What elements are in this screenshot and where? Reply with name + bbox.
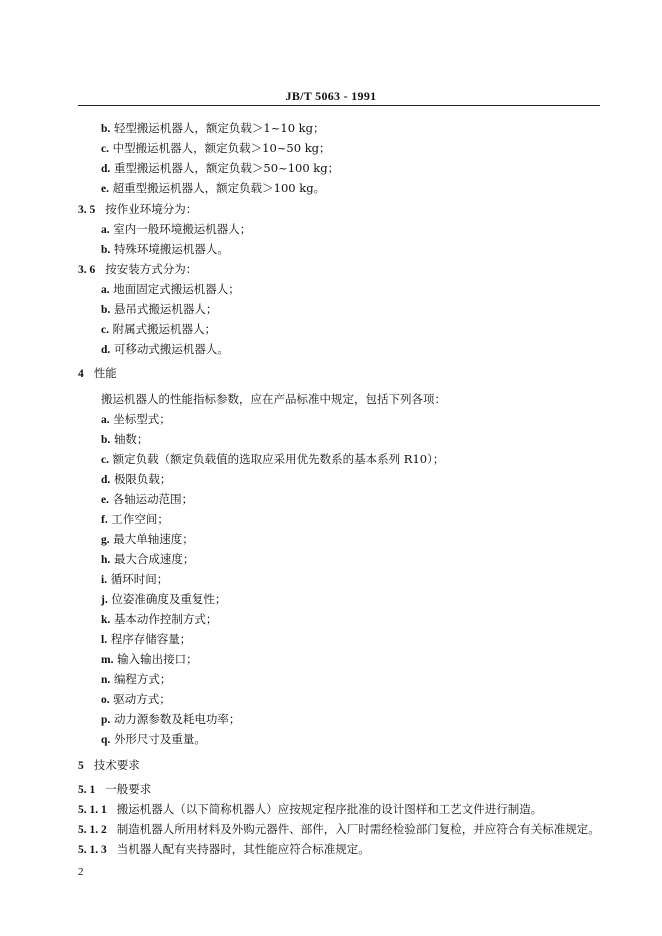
list-item: q. 外形尺寸及重量。 <box>101 732 206 746</box>
header-rule <box>78 105 600 106</box>
section-4-heading: 4 性能 <box>78 366 117 380</box>
clause-3-6: 3. 6 按安装方式分为： <box>78 262 198 276</box>
list-item: h. 最大合成速度； <box>101 552 195 566</box>
list-item: p. 动力源参数及耗电功率； <box>101 712 241 726</box>
clause-3-5: 3. 5 按作业环境分为： <box>78 202 198 216</box>
list-item: b. 悬吊式搬运机器人； <box>101 302 218 316</box>
list-item: b. 特殊环境搬运机器人。 <box>101 242 229 256</box>
list-item: l. 程序存储容量； <box>101 632 192 646</box>
list-item: k. 基本动作控制方式； <box>101 612 218 626</box>
clause-5-1-2: 5. 1. 2 制造机器人所用材料及外购元器件、部件，入厂时需经检验部门复检，并应符合有关标准规定。 <box>78 822 600 836</box>
list-item: g. 最大单轴速度； <box>101 532 194 546</box>
standard-code-header: JB/T 5063 - 1991 <box>285 89 377 103</box>
list-item: i. 循环时间； <box>101 572 169 586</box>
list-item: a. 室内一般环境搬运机器人； <box>101 222 252 236</box>
clause-5-1-3: 5. 1. 3 当机器人配有夹持器时，其性能应符合标准规定。 <box>78 842 370 856</box>
list-item: d. 极限负载； <box>101 472 172 486</box>
list-item: c. 额定负载（额定负载值的选取应采用优先数系的基本系列 R10）； <box>101 452 445 466</box>
list-item: d. 可移动式搬运机器人。 <box>101 342 229 356</box>
section-5-heading: 5 技术要求 <box>78 758 140 772</box>
list-item: a. 坐标型式； <box>101 412 171 426</box>
list-item: o. 驱动方式； <box>101 692 171 706</box>
list-item: c. 附属式搬运机器人； <box>101 322 217 336</box>
list-item: e. 超重型搬运机器人，额定负载＞100 kg。 <box>101 181 326 195</box>
clause-5-1-1: 5. 1. 1 搬运机器人（以下简称机器人）应按规定程序批准的设计图样和工艺文件进行制造。 <box>78 802 543 816</box>
list-item: f. 工作空间； <box>101 512 169 526</box>
list-item: j. 位姿准确度及重复性； <box>101 592 227 606</box>
list-item: n. 编程方式； <box>101 672 172 686</box>
page-number: 2 <box>78 866 84 878</box>
list-item: b. 轻型搬运机器人，额定负载＞1~10 kg； <box>101 121 325 135</box>
paragraph: 搬运机器人的性能指标参数，应在产品标准中规定，包括下列各项： <box>101 392 446 406</box>
list-item: m. 输入输出接口； <box>101 652 198 666</box>
list-item: d. 重型搬运机器人，额定负载＞50~100 kg； <box>101 161 340 175</box>
list-item: c. 中型搬运机器人，额定负载＞10~50 kg； <box>101 141 331 155</box>
list-item: e. 各轴运动范围； <box>101 492 194 506</box>
list-item: b. 轴数； <box>101 432 149 446</box>
list-item: a. 地面固定式搬运机器人； <box>101 282 240 296</box>
clause-5-1: 5. 1 一般要求 <box>78 782 152 796</box>
